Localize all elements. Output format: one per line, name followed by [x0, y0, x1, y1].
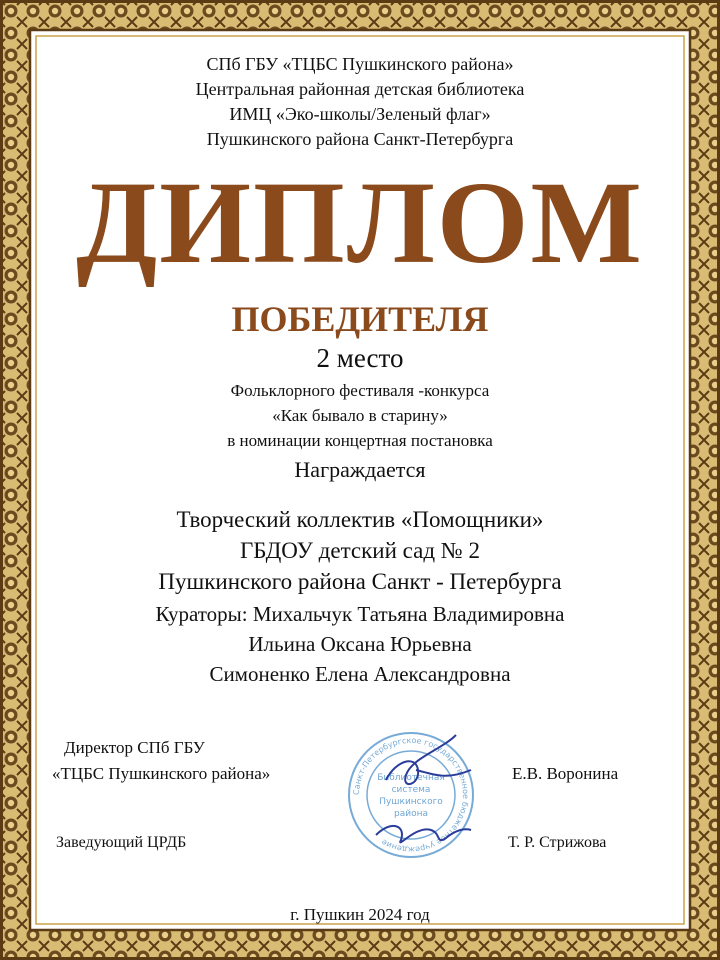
recipient-line-4: Кураторы: Михальчук Татьяна Владимировна [155, 602, 565, 626]
director-title-line-2: «ТЦБС Пушкинского района» [52, 764, 271, 783]
footer-city-year: г. Пушкин 2024 год [290, 905, 430, 924]
header-line-4: Пушкинского района Санкт-Петербурга [206, 129, 514, 149]
contest-line-2: «Как бывало в старину» [272, 406, 448, 425]
director-name: Е.В. Воронина [512, 764, 619, 783]
head-name: Т. Р. Стрижова [508, 834, 607, 851]
header-line-3: ИМЦ «Эко-школы/Зеленый флаг» [229, 104, 491, 124]
director-title-line-1: Директор СПб ГБУ [64, 738, 205, 757]
header-line-1: СПб ГБУ «ТЦБС Пушкинского района» [206, 54, 514, 74]
stamp-ring-text: Санкт-Петербургское государственное бюджетное учреждение [351, 735, 471, 855]
awarded-text: Награждается [294, 457, 426, 482]
stamp-center-line-2: система [391, 785, 431, 795]
stamp-center-line-4: района [394, 809, 428, 819]
official-stamp [346, 730, 476, 860]
recipient-line-1: Творческий коллектив «Помощники» [176, 507, 544, 532]
diploma-title: ДИПЛОМ [76, 157, 644, 288]
recipient-line-3: Пушкинского района Санкт - Петербурга [158, 569, 562, 594]
stamp-center-line-1: Библиотечная [377, 773, 445, 783]
place-text: 2 место [316, 343, 404, 373]
contest-line-3: в номинации концертная постановка [227, 431, 493, 450]
diploma-subtitle: ПОБЕДИТЕЛЯ [231, 299, 489, 339]
header-line-2: Центральная районная детская библиотека [195, 79, 525, 99]
contest-line-1: Фольклорного фестиваля -конкурса [230, 381, 490, 400]
stamp-center-line-3: Пушкинского [379, 797, 443, 807]
head-title: Заведующий ЦРДБ [56, 834, 187, 851]
recipient-line-2: ГБДОУ детский сад № 2 [239, 538, 480, 563]
recipient-line-5: Ильина Оксана Юрьевна [248, 632, 472, 656]
recipient-line-6: Симоненко Елена Александровна [209, 662, 511, 686]
